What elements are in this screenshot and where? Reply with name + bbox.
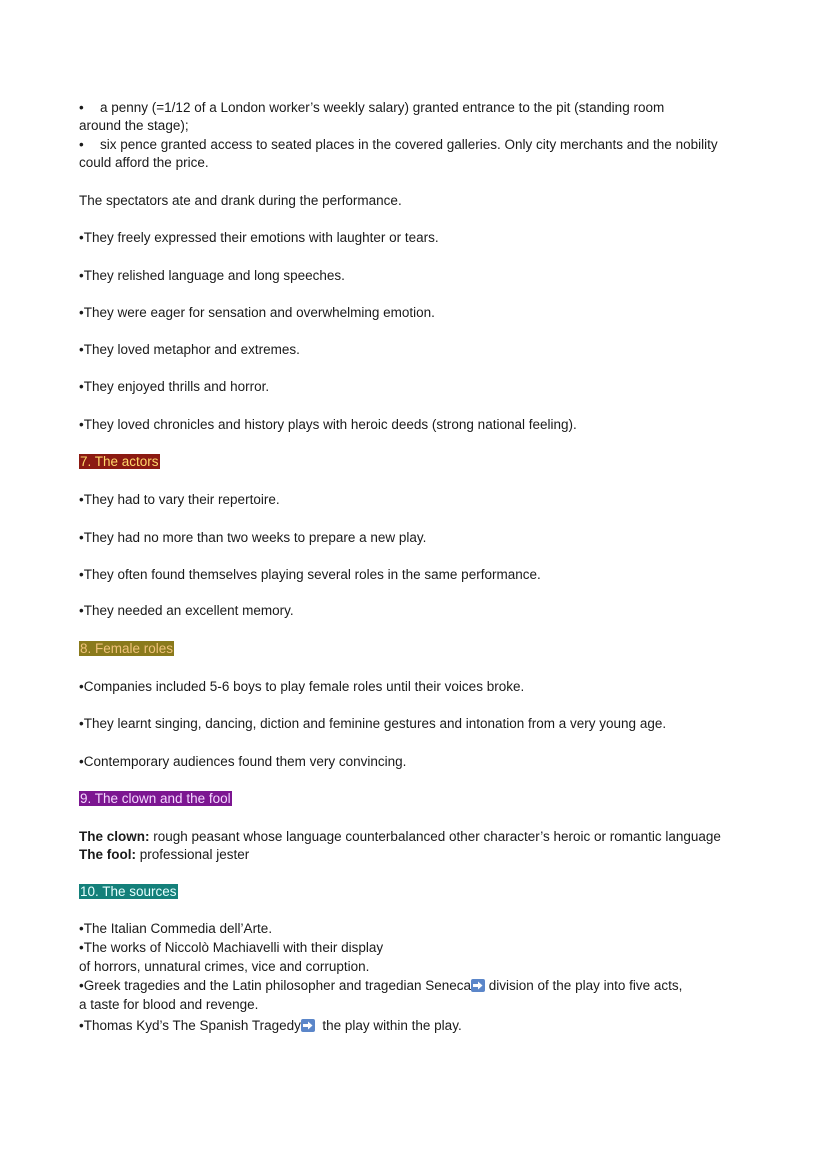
heading-highlight: 8. Female roles (80, 641, 174, 656)
section-heading-female-roles (79, 640, 174, 658)
spectator-item (79, 416, 577, 434)
actors-item (79, 491, 280, 509)
section-heading-actors (79, 453, 160, 471)
female-roles-item-text: Contemporary audiences found them very convincing. (83, 754, 407, 769)
clown-definition (79, 828, 721, 846)
actors-item (79, 529, 426, 547)
actors-item (79, 602, 294, 620)
sources-item-text: Thomas Kyd’s The Spanish Tragedy (83, 1018, 301, 1033)
spectators-intro: The spectators ate and drank during the performance. (79, 193, 402, 208)
sources-item (79, 1017, 462, 1035)
clown-def: rough peasant whose language counterbalanced other character’s heroic or romantic language (149, 829, 721, 844)
bullet: • (79, 679, 84, 694)
price-item-2 (79, 136, 718, 154)
spectator-item-text: They loved chronicles and history plays with heroic deeds (strong national feeling). (83, 417, 577, 432)
price-item-1-cont: around the stage); (79, 118, 189, 133)
bullet: • (79, 978, 84, 993)
spectator-item (79, 304, 435, 322)
fool-term: The fool: (79, 847, 136, 862)
price-item-2-cont: could afford the price. (79, 155, 209, 170)
sources-item-cont: of horrors, unnatural crimes, vice and corruption. (79, 959, 370, 974)
spectator-item-text: They were eager for sensation and overwhelming emotion. (83, 305, 435, 320)
bullet: • (79, 921, 84, 936)
heading-highlight: 10. The sources (80, 884, 177, 899)
bullet: • (79, 100, 84, 115)
sources-item-text: The works of Niccolò Machiavelli with their display (83, 940, 384, 955)
bullet: • (79, 417, 84, 432)
actors-item (79, 566, 541, 584)
spectator-item-text: They relished language and long speeches. (83, 268, 345, 283)
female-roles-item (79, 678, 524, 696)
price-item-1 (79, 99, 664, 117)
sources-item (79, 920, 272, 938)
fool-def: professional jester (136, 847, 250, 862)
actors-item-text: They often found themselves playing several roles in the same performance. (83, 567, 541, 582)
right-arrow-icon (471, 979, 485, 992)
bullet: • (79, 530, 84, 545)
actors-item-text: They had to vary their repertoire. (83, 492, 280, 507)
spectator-item-text: They enjoyed thrills and horror. (83, 379, 270, 394)
actors-item-text: They had no more than two weeks to prepare a new play. (83, 530, 427, 545)
bullet: • (79, 754, 84, 769)
heading-highlight: 9. The clown and the fool (80, 791, 231, 806)
actors-item-text: They needed an excellent memory. (83, 603, 294, 618)
sources-item-cont: a taste for blood and revenge. (79, 997, 259, 1012)
bullet: • (79, 379, 84, 394)
bullet: • (79, 305, 84, 320)
sources-item (79, 977, 682, 995)
bullet: • (79, 716, 84, 731)
sources-item-text-cont: division of the play into five acts, (485, 978, 683, 993)
spectator-item-text: They freely expressed their emotions with laughter or tears. (83, 230, 439, 245)
heading-highlight: 7. The actors (80, 454, 159, 469)
bullet: • (79, 492, 84, 507)
spectator-item (79, 267, 345, 285)
sources-item (79, 939, 383, 957)
female-roles-item-text: They learnt singing, dancing, diction and feminine gestures and intonation from a very young age. (83, 716, 667, 731)
female-roles-item-text: Companies included 5-6 boys to play female roles until their voices broke. (83, 679, 525, 694)
price-item-1-line1: a penny (=1/12 of a London worker’s weekly salary) granted entrance to the pit (standing room (100, 100, 665, 115)
price-item-2-line1: six pence granted access to seated places in the covered galleries. Only city merchants and the nobility (100, 137, 718, 152)
female-roles-item (79, 715, 666, 733)
sources-item-text: The Italian Commedia dell’Arte. (83, 921, 273, 936)
bullet: • (79, 230, 84, 245)
bullet: • (79, 940, 84, 955)
section-heading-sources (79, 883, 178, 901)
spectator-item (79, 378, 269, 396)
spectator-item (79, 341, 300, 359)
bullet: • (79, 342, 84, 357)
sources-item-text-cont: the play within the play. (314, 1018, 462, 1033)
clown-term: The clown: (79, 829, 150, 844)
bullet: • (79, 137, 84, 152)
sources-item-text: Greek tragedies and the Latin philosopher and tragedian Seneca (83, 978, 472, 993)
bullet: • (79, 603, 84, 618)
spectator-item (79, 229, 439, 247)
spectator-item-text: They loved metaphor and extremes. (83, 342, 300, 357)
female-roles-item (79, 753, 406, 771)
right-arrow-icon (301, 1019, 315, 1032)
bullet: • (79, 567, 84, 582)
bullet: • (79, 1018, 84, 1033)
bullet: • (79, 268, 84, 283)
fool-definition (79, 846, 249, 864)
section-heading-clown-fool (79, 790, 232, 808)
